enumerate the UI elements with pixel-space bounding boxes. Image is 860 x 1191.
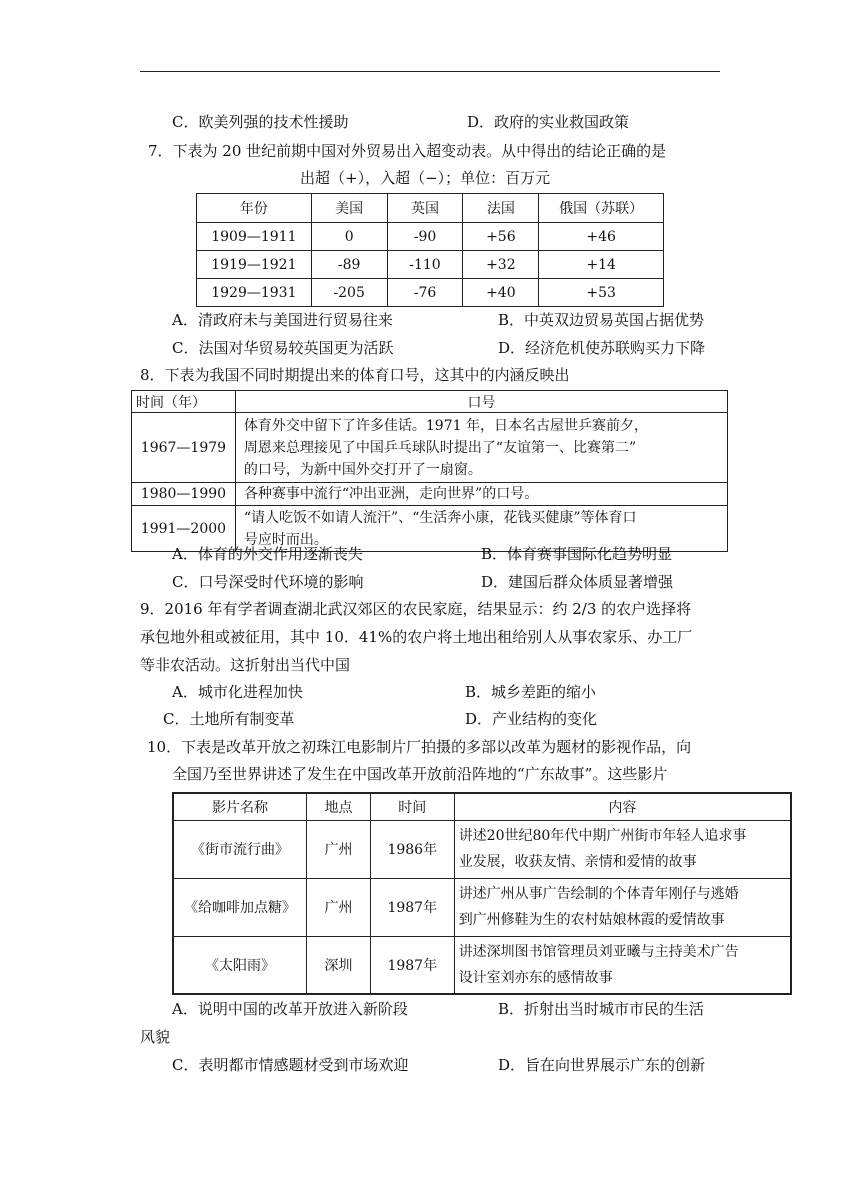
q8-option-c[interactable]: C．口号深受时代环境的影响: [172, 573, 364, 591]
header-cell: 法国: [463, 194, 539, 223]
q9-option-b[interactable]: B．城乡差距的缩小: [465, 683, 597, 701]
film-content-cell: [454, 936, 791, 994]
cell: 0: [311, 223, 387, 251]
period-cell: 1967—1979: [132, 413, 236, 483]
header-cell: 年份: [197, 194, 312, 223]
content-line: 设计室刘亦东的感情故事: [458, 969, 613, 986]
content-line: 到广州修鞋为生的农村姑娘林霞的爱情故事: [458, 912, 725, 928]
table-row: [197, 279, 664, 307]
header-cell: 口号: [235, 391, 727, 413]
q8-slogan-table: [131, 390, 728, 552]
slogan-cell: [235, 413, 727, 483]
header-cell: 美国: [311, 194, 387, 223]
film-year-cell: 1986年: [370, 820, 454, 878]
period-cell: 1980—1990: [132, 483, 236, 506]
cell: -205: [311, 279, 387, 307]
q10-stem-line: 10．下表是改革开放之初珠江电影制片厂拍摄的多部以改革为题材的影视作品，向: [147, 738, 692, 756]
period-cell: 1991—2000: [132, 506, 236, 552]
q8-stem: 8．下表为我国不同时期提出来的体育口号，这其中的内涵反映出: [140, 366, 570, 384]
slogan-line: 的口号，为新中国外交打开了一扇窗。: [243, 461, 482, 478]
q7-option-b[interactable]: B．中英双边贸易英国占据优势: [498, 311, 705, 329]
header-cell: 英国: [387, 194, 463, 223]
content-line: 讲述20世纪80年代中期广州街市年轻人追求事: [458, 828, 747, 844]
cell: -89: [311, 251, 387, 279]
q9-stem-line: 承包地外租或被征用，其中 10．41%的农户将土地出租给别人从事农家乐、办工厂: [140, 628, 693, 646]
cell: -76: [387, 279, 463, 307]
content-line: 讲述深圳图书馆管理员刘亚曦与主持美术广告: [458, 943, 739, 960]
film-place-cell: 深圳: [307, 936, 371, 994]
table-row: [132, 483, 728, 506]
header-cell: 时间（年）: [132, 391, 236, 413]
table-header-row: [132, 391, 728, 413]
q7-option-c[interactable]: C．法国对华贸易较英国更为活跃: [172, 339, 394, 357]
content-line: 业发展，收获友情、亲情和爱情的故事: [458, 854, 697, 870]
slogan-cell: [235, 483, 727, 506]
q8-option-d[interactable]: D．建国后群众体质显著增强: [481, 573, 674, 591]
q9-stem-line: 9．2016 年有学者调查湖北武汉郊区的农民家庭，结果显示：约 2/3 的农户选择将: [140, 600, 692, 618]
table-row: [197, 223, 664, 251]
q7-table-caption: 出超（+），入超（−）；单位：百万元: [300, 169, 551, 187]
film-title-cell: 《街市流行曲》: [173, 820, 307, 878]
table-header-row: [173, 793, 791, 820]
slogan-line: 体育外交中留下了许多佳话。1971 年，日本名古屋世乒赛前夕，: [243, 417, 648, 434]
header-cell: 时间: [370, 793, 454, 820]
film-content-cell: [454, 878, 791, 936]
q8-option-b[interactable]: B．体育赛事国际化趋势明显: [481, 545, 673, 563]
film-year-cell: 1987年: [370, 878, 454, 936]
film-title-cell: 《太阳雨》: [173, 936, 307, 994]
q10-option-a[interactable]: A．说明中国的改革开放进入新阶段: [172, 1000, 408, 1018]
q10-film-table: [172, 792, 792, 995]
film-year-cell: 1987年: [370, 936, 454, 994]
cell: -110: [387, 251, 463, 279]
cell: +14: [539, 251, 664, 279]
table-header-row: [197, 194, 664, 223]
q9-stem-line: 等非农活动。这折射出当代中国: [140, 656, 351, 674]
cell: +56: [463, 223, 539, 251]
q9-option-c[interactable]: C．土地所有制变革: [163, 710, 295, 728]
q6-option-d[interactable]: D．政府的实业救国政策: [467, 113, 630, 131]
q10-option-b-continued: 风貌: [140, 1028, 171, 1046]
q7-option-d[interactable]: D．经济危机使苏联购买力下降: [498, 339, 706, 357]
cell: 1919—1921: [197, 251, 312, 279]
q7-option-a[interactable]: A．清政府未与美国进行贸易往来: [172, 311, 393, 329]
q9-option-d[interactable]: D．产业结构的变化: [465, 710, 598, 728]
table-row: [132, 413, 728, 483]
table-row: [197, 251, 664, 279]
q7-stem: 7．下表为 20 世纪前期中国对外贸易出入超变动表。从中得出的结论正确的是: [148, 142, 667, 160]
header-cell: 影片名称: [173, 793, 307, 820]
film-place-cell: 广州: [307, 820, 371, 878]
cell: +46: [539, 223, 664, 251]
q9-option-a[interactable]: A．城市化进程加快: [172, 683, 303, 701]
header-cell: 内容: [454, 793, 791, 820]
header-rule: [140, 71, 720, 72]
q8-option-a[interactable]: A．体育的外交作用逐渐丧失: [172, 545, 363, 563]
cell: 1909—1911: [197, 223, 312, 251]
cell: +53: [539, 279, 664, 307]
slogan-line: 周恩来总理接见了中国乒乓球队时提出了“友谊第一、比赛第二”: [243, 439, 637, 456]
table-row: [173, 878, 791, 936]
content-line: 讲述广州从事广告绘制的个体青年刚仔与逃婚: [458, 886, 739, 902]
slogan-line: 各种赛事中流行“冲出亚洲，走向世界”的口号。: [243, 486, 539, 502]
q10-option-d[interactable]: D．旨在向世界展示广东的创新: [498, 1056, 706, 1074]
cell: +32: [463, 251, 539, 279]
film-place-cell: 广州: [307, 878, 371, 936]
header-cell: 俄国（苏联）: [539, 194, 664, 223]
q7-trade-table: [196, 193, 664, 307]
cell: 1929—1931: [197, 279, 312, 307]
film-content-cell: [454, 820, 791, 878]
slogan-line: “请人吃饭不如请人流汗”、“生活奔小康，花钱买健康”等体育口: [243, 509, 637, 526]
table-row: [173, 820, 791, 878]
table-row: [173, 936, 791, 994]
q10-stem-line: 全国乃至世界讲述了发生在中国改革开放前沿阵地的“广东故事”。这些影片: [172, 765, 668, 783]
film-title-cell: 《给咖啡加点糖》: [173, 878, 307, 936]
q6-option-c[interactable]: C．欧美列强的技术性援助: [172, 113, 349, 131]
cell: -90: [387, 223, 463, 251]
cell: +40: [463, 279, 539, 307]
slogan-line: 号应时而出。: [243, 531, 328, 548]
q10-option-b[interactable]: B．折射出当时城市市民的生活: [498, 1000, 705, 1018]
q10-option-c[interactable]: C．表明都市情感题材受到市场欢迎: [172, 1056, 409, 1074]
header-cell: 地点: [307, 793, 371, 820]
